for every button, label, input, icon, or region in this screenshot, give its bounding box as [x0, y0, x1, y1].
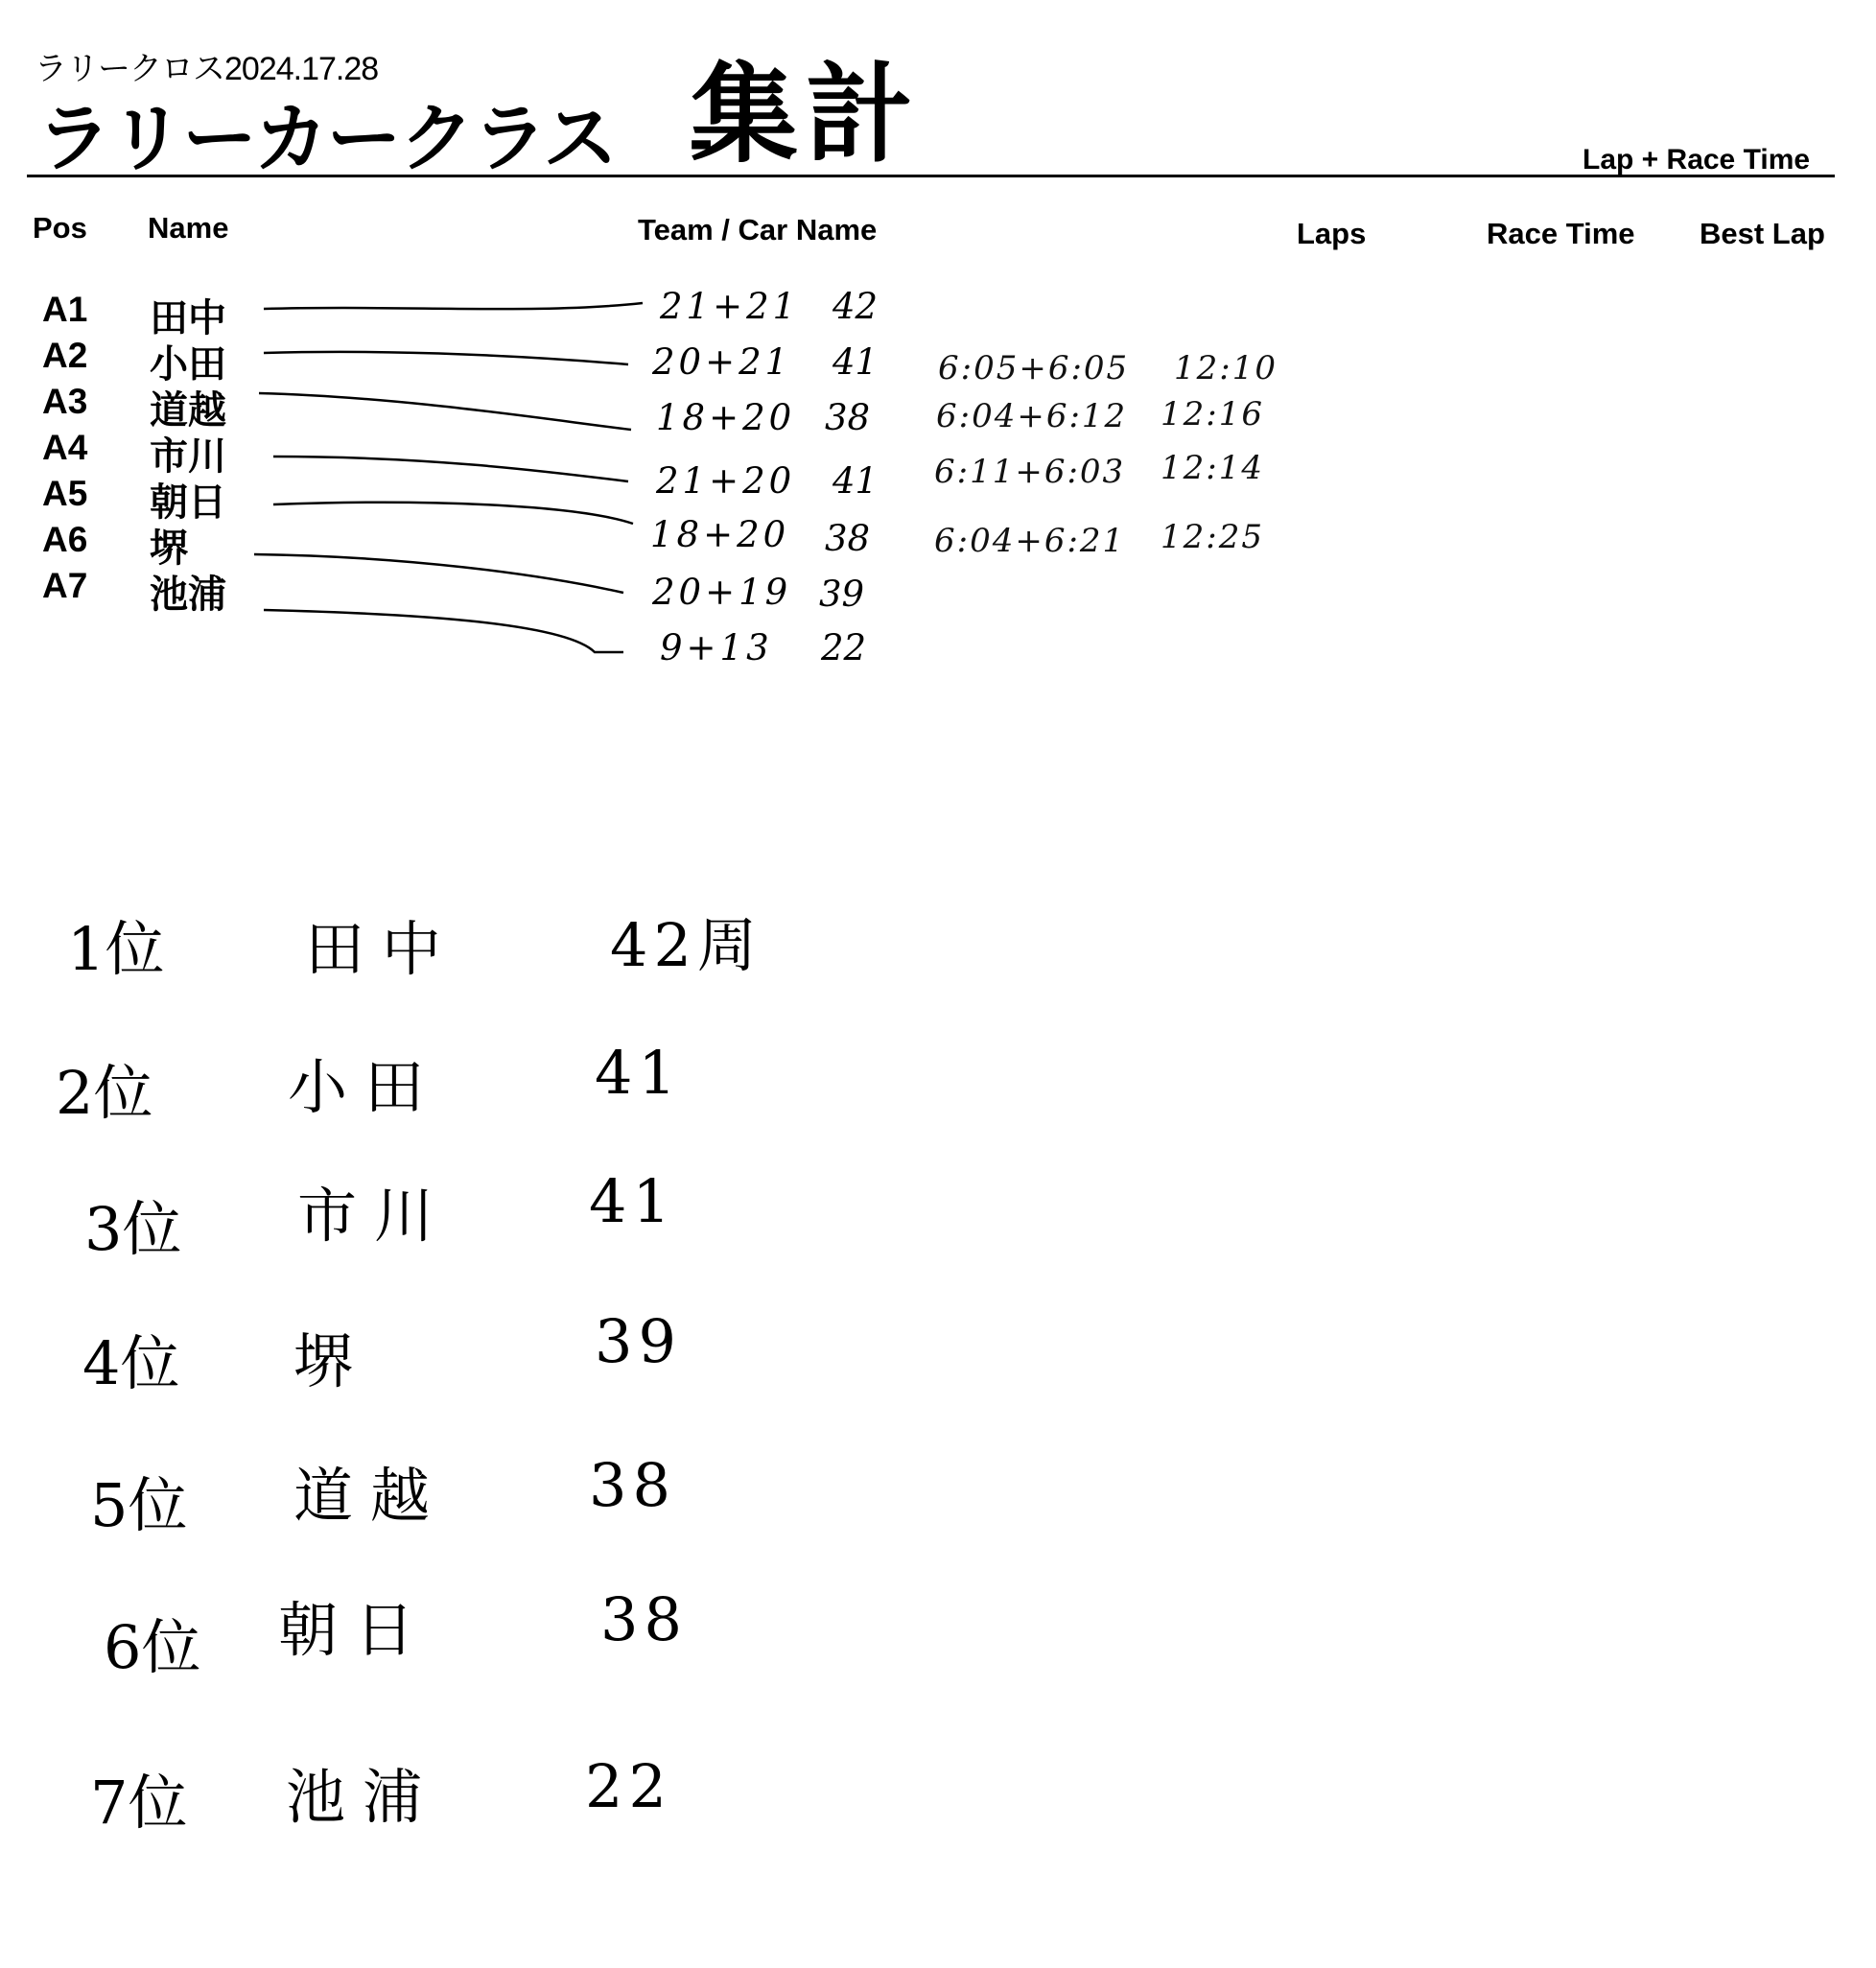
handwritten-total: 38 [825, 397, 871, 438]
final-rank-laps: 39 [595, 1306, 682, 1376]
entry-name: 道越 [150, 388, 226, 433]
final-rank-laps: 38 [600, 1584, 688, 1654]
final-rank-laps: 42周 [610, 910, 762, 980]
entry-pos: A5 [42, 474, 88, 513]
final-rank: 7位 [90, 1768, 188, 1838]
final-rank-name: 市川 [297, 1181, 452, 1251]
final-rank-name: 小田 [288, 1052, 442, 1122]
final-rank: 2位 [56, 1058, 153, 1128]
final-rank-laps: 41 [595, 1038, 682, 1108]
final-rank-name: 堺 [293, 1326, 371, 1396]
final-rank-laps: 38 [589, 1450, 676, 1520]
final-rank: 1位 [67, 914, 165, 984]
handwritten-laps: 20+21 [652, 341, 792, 383]
final-rank-name: 田中 [305, 914, 459, 984]
column-header-pos: Pos [33, 211, 87, 245]
handwritten-laps: 20+19 [652, 572, 792, 613]
entry-name: 池浦 [150, 573, 226, 617]
handwritten-laps: 18+20 [650, 514, 790, 555]
entry-pos: A3 [42, 382, 88, 421]
handwritten-lap-times: 6:11+6:03 [934, 453, 1126, 491]
handwritten-laps: 9+13 [660, 627, 773, 668]
final-rank: 3位 [84, 1194, 182, 1264]
handwritten-laps: 18+20 [656, 397, 796, 438]
entry-pos: A2 [42, 336, 88, 375]
entry-name: 小田 [150, 342, 226, 387]
entry-pos: A4 [42, 428, 88, 467]
column-header-race-time: Race Time [1487, 217, 1635, 250]
handwritten-race-time: 12:10 [1174, 349, 1278, 387]
handwritten-total: 41 [832, 341, 879, 383]
entry-name: 市川 [150, 434, 226, 479]
column-header-team: Team / Car Name [638, 213, 878, 246]
entry-name: 田中 [150, 296, 226, 340]
scoring-mode-label: Lap + Race Time [1583, 144, 1811, 176]
column-header-name: Name [148, 211, 229, 245]
entry-pos: A1 [42, 290, 88, 329]
event-subtitle: ラリークロス2024.17.28 [35, 51, 379, 87]
handwritten-lap-times: 6:04+6:12 [936, 397, 1128, 435]
leader-line [264, 352, 628, 364]
entry-name: 堺 [150, 527, 188, 571]
handwritten-lap-times: 6:04+6:21 [934, 522, 1126, 560]
final-rank-name: 道越 [293, 1461, 448, 1531]
entry-pos: A7 [42, 566, 88, 605]
handwritten-lap-times: 6:05+6:05 [938, 349, 1130, 387]
column-header-best-lap: Best Lap [1700, 217, 1825, 250]
summary-heading: 集計 [691, 53, 921, 177]
handwritten-total: 22 [821, 627, 867, 668]
leader-line [259, 393, 631, 430]
entry-pos: A6 [42, 520, 88, 559]
handwritten-race-time: 12:25 [1161, 518, 1264, 556]
leader-line [264, 303, 643, 309]
final-rank: 5位 [90, 1470, 188, 1540]
handwritten-laps: 21+21 [660, 286, 800, 327]
handwritten-total: 39 [819, 574, 865, 615]
leader-line [254, 554, 623, 593]
handwritten-race-time: 12:14 [1161, 449, 1264, 487]
leader-line [273, 503, 633, 524]
final-rank-laps: 41 [589, 1166, 676, 1236]
leader-line [264, 610, 623, 652]
handwritten-race-time: 12:16 [1161, 395, 1264, 433]
leader-line [273, 457, 628, 481]
handwritten-total: 41 [832, 460, 879, 502]
final-rank-name: 朝日 [278, 1595, 433, 1665]
handwritten-total: 42 [832, 286, 879, 327]
entry-name: 朝日 [150, 480, 226, 525]
class-title: ラリーカークラス - [36, 96, 713, 180]
final-rank: 4位 [82, 1328, 180, 1398]
column-header-laps: Laps [1297, 217, 1367, 250]
final-rank: 6位 [104, 1612, 201, 1682]
final-rank-laps: 22 [585, 1751, 672, 1821]
final-rank-name: 池浦 [286, 1762, 440, 1832]
handwritten-total: 38 [825, 518, 871, 559]
handwritten-laps: 21+20 [656, 460, 796, 502]
